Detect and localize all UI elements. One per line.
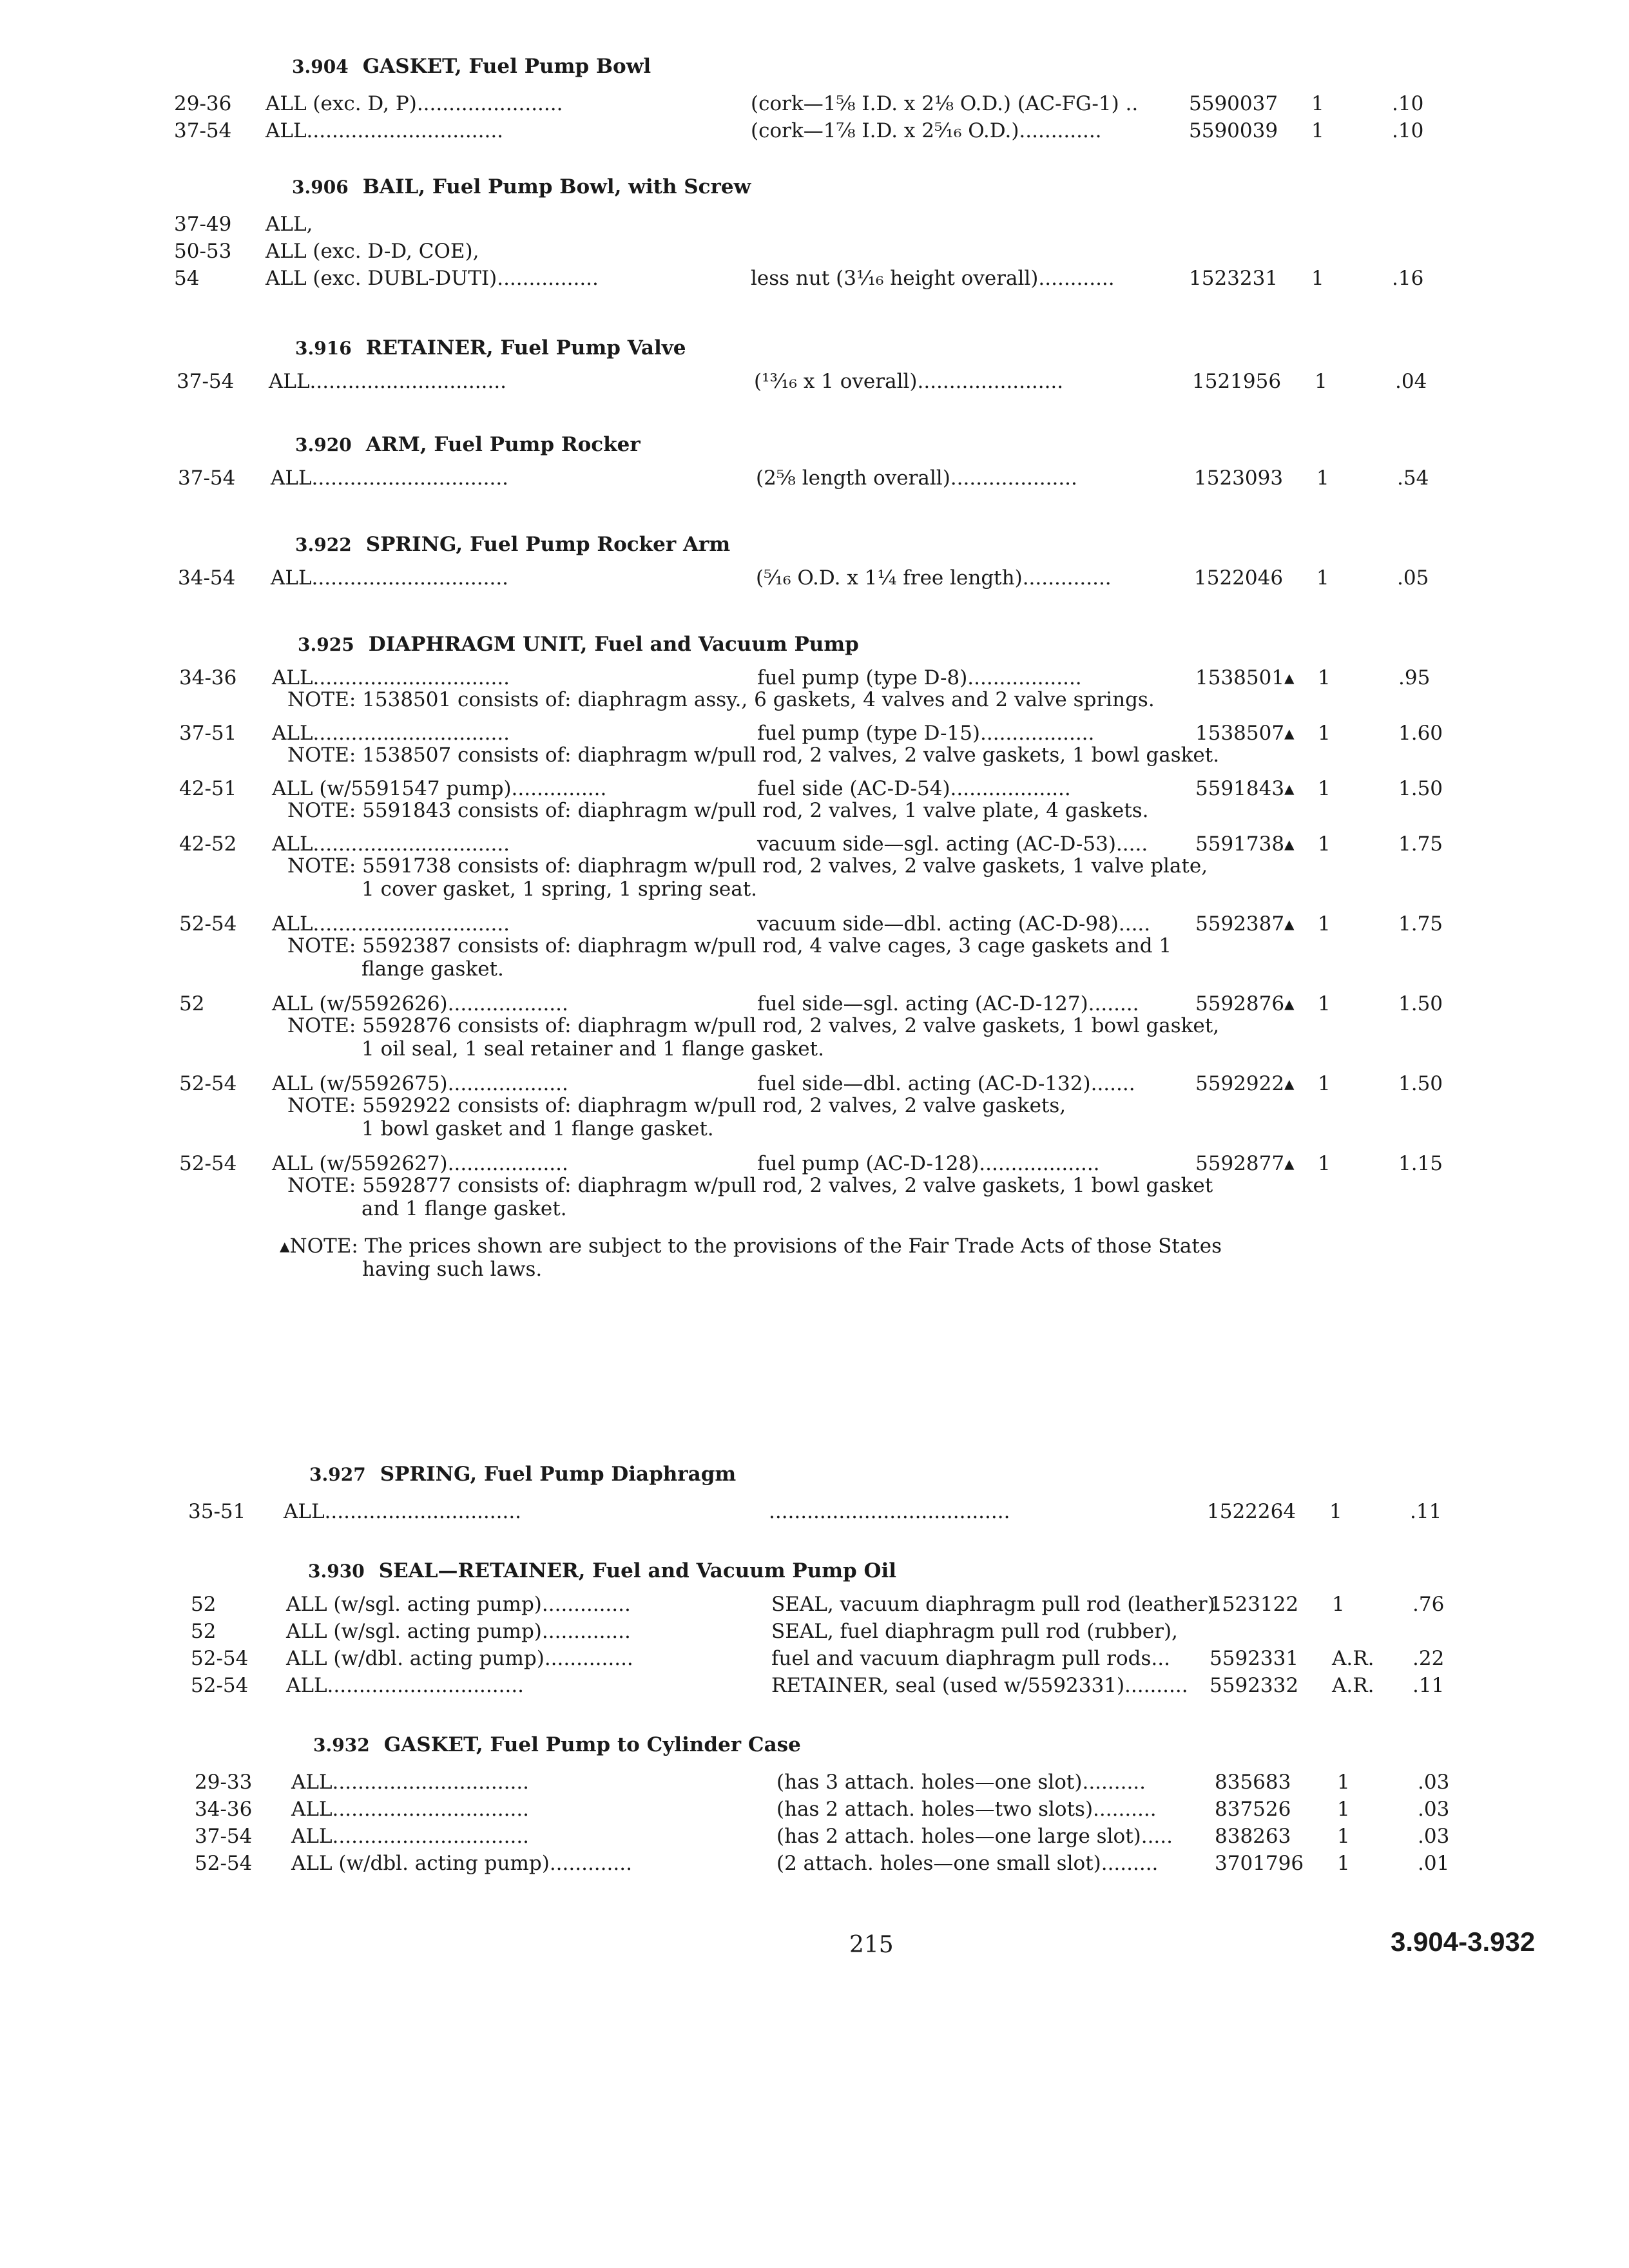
model-years: 37-51 bbox=[179, 722, 237, 745]
price: .10 bbox=[1392, 92, 1424, 115]
part-number: 5590039 bbox=[1189, 119, 1278, 142]
model-years: 35-51 bbox=[188, 1500, 246, 1523]
table-row bbox=[0, 466, 1629, 495]
note-line: flange gasket. bbox=[361, 957, 504, 981]
quantity: 1 bbox=[1316, 466, 1329, 490]
part-number: 1523093 bbox=[1194, 466, 1284, 490]
model-applicability: ALL (exc. DUBL-DUTI)................ bbox=[265, 267, 599, 290]
model-years: 37-54 bbox=[174, 119, 232, 142]
section-heading bbox=[298, 633, 859, 656]
model-years: 52-54 bbox=[191, 1674, 249, 1697]
part-description: (has 3 attach. holes—one slot).......... bbox=[776, 1771, 1146, 1794]
fair-trade-footnote bbox=[280, 1235, 1222, 1281]
table-row bbox=[0, 267, 1629, 295]
quantity: 1 bbox=[1332, 1593, 1345, 1616]
part-number: 5592331 bbox=[1210, 1647, 1299, 1670]
section-number: 3.930 bbox=[308, 1561, 365, 1582]
model-applicability: ALL............................... bbox=[291, 1825, 530, 1848]
price: 1.75 bbox=[1398, 832, 1443, 856]
model-years: 34-36 bbox=[179, 666, 237, 689]
section-number: 3.922 bbox=[295, 534, 352, 555]
model-applicability: ALL............................... bbox=[271, 466, 509, 490]
price: 1.75 bbox=[1398, 912, 1443, 936]
part-description: (2⅝ length overall).................... bbox=[756, 466, 1077, 490]
part-description: less nut (3¹⁄₁₆ height overall)............ bbox=[751, 267, 1115, 290]
part-number: 5592876▴ bbox=[1195, 992, 1295, 1015]
quantity: 1 bbox=[1318, 1152, 1331, 1175]
table-row bbox=[0, 1674, 1629, 1702]
model-years: 52-54 bbox=[195, 1852, 253, 1875]
page-number: 215 bbox=[849, 1932, 894, 1958]
note-line: NOTE: 5592387 consists of: diaphragm w/pull rod, 4 valve cages, 3 cage gaskets and 1 bbox=[287, 934, 1172, 957]
section-number: 3.925 bbox=[298, 634, 354, 655]
section-heading bbox=[309, 1463, 736, 1486]
quantity: 1 bbox=[1318, 992, 1331, 1015]
part-description: (⁵⁄₁₆ O.D. x 1¼ free length).............. bbox=[756, 566, 1112, 590]
price: 1.60 bbox=[1398, 722, 1443, 745]
model-years: 37-49 bbox=[174, 213, 232, 236]
model-applicability: ALL (w/5591547 pump)............... bbox=[272, 777, 607, 800]
note-line: NOTE: 1538501 consists of: diaphragm assy., 6 gaskets, 4 valves and 2 valve springs. bbox=[287, 688, 1155, 711]
quantity: 1 bbox=[1318, 666, 1331, 689]
part-description: vacuum side—sgl. acting (AC-D-53)..... bbox=[757, 832, 1148, 856]
model-applicability: ALL............................... bbox=[291, 1771, 530, 1794]
table-row bbox=[0, 370, 1629, 398]
model-applicability: ALL............................... bbox=[272, 722, 510, 745]
part-description: (2 attach. holes—one small slot)......... bbox=[776, 1852, 1159, 1875]
model-applicability: ALL............................... bbox=[272, 832, 510, 856]
section-title: SPRING, Fuel Pump Diaphragm bbox=[380, 1463, 737, 1486]
quantity: 1 bbox=[1311, 267, 1324, 290]
part-note bbox=[287, 799, 1148, 822]
model-years: 52 bbox=[191, 1593, 217, 1616]
model-years: 52 bbox=[191, 1620, 217, 1643]
model-applicability: ALL............................... bbox=[284, 1500, 522, 1523]
price: .11 bbox=[1412, 1674, 1445, 1697]
model-years: 34-36 bbox=[195, 1798, 253, 1821]
model-applicability: ALL............................... bbox=[265, 119, 504, 142]
model-applicability: ALL (w/sgl. acting pump).............. bbox=[286, 1620, 631, 1643]
model-years: 29-33 bbox=[195, 1771, 253, 1794]
part-description: fuel pump (type D-8).................. bbox=[757, 666, 1082, 689]
part-note bbox=[287, 688, 1155, 711]
section-title: ARM, Fuel Pump Rocker bbox=[365, 433, 641, 456]
quantity: 1 bbox=[1318, 777, 1331, 800]
section-number: 3.927 bbox=[309, 1464, 366, 1485]
quantity: A.R. bbox=[1332, 1647, 1374, 1670]
section-number: 3.932 bbox=[313, 1735, 370, 1756]
part-number: 1538507▴ bbox=[1195, 722, 1295, 745]
section-title: RETAINER, Fuel Pump Valve bbox=[365, 336, 686, 360]
quantity: 1 bbox=[1329, 1500, 1342, 1523]
section-title: SPRING, Fuel Pump Rocker Arm bbox=[365, 533, 731, 556]
model-applicability: ALL (exc. D, P)....................... bbox=[265, 92, 563, 115]
model-applicability: ALL (w/5592627)................... bbox=[272, 1152, 568, 1175]
note-line: 1 oil seal, 1 seal retainer and 1 flange gasket. bbox=[361, 1037, 824, 1061]
quantity: 1 bbox=[1316, 566, 1329, 590]
price: .54 bbox=[1397, 466, 1429, 490]
section-number: 3.906 bbox=[292, 177, 349, 198]
section-heading bbox=[292, 55, 651, 78]
part-number: 5592877▴ bbox=[1195, 1152, 1295, 1175]
part-description: fuel and vacuum diaphragm pull rods... bbox=[771, 1647, 1170, 1670]
price: .03 bbox=[1418, 1825, 1450, 1848]
section-number: 3.904 bbox=[292, 56, 349, 77]
part-note bbox=[287, 1174, 1213, 1220]
price: .22 bbox=[1412, 1647, 1445, 1670]
part-number: 1523122 bbox=[1210, 1593, 1299, 1616]
model-applicability: ALL, bbox=[265, 213, 313, 236]
model-years: 34-54 bbox=[178, 566, 236, 590]
price: .76 bbox=[1412, 1593, 1445, 1616]
quantity: 1 bbox=[1315, 370, 1327, 393]
model-years: 52-54 bbox=[179, 1152, 237, 1175]
table-row bbox=[0, 566, 1629, 595]
quantity: A.R. bbox=[1332, 1674, 1374, 1697]
model-years: 52-54 bbox=[179, 912, 237, 936]
table-row bbox=[0, 1798, 1629, 1826]
price: 1.50 bbox=[1398, 1072, 1443, 1095]
price: 1.50 bbox=[1398, 777, 1443, 800]
table-row bbox=[0, 1825, 1629, 1853]
note-line: NOTE: 5592876 consists of: diaphragm w/pull rod, 2 valves, 2 valve gaskets, 1 bowl gasket, bbox=[287, 1014, 1220, 1037]
part-number: 1538501▴ bbox=[1195, 666, 1295, 689]
model-applicability: ALL............................... bbox=[271, 566, 509, 590]
part-description: (cork—1⅝ I.D. x 2⅛ O.D.) (AC-FG-1) .. bbox=[751, 92, 1139, 115]
part-number: 5592332 bbox=[1210, 1674, 1299, 1697]
quantity: 1 bbox=[1318, 832, 1331, 856]
part-description: SEAL, fuel diaphragm pull rod (rubber), bbox=[771, 1620, 1178, 1643]
part-number: 5592387▴ bbox=[1195, 912, 1295, 936]
table-row bbox=[0, 213, 1629, 241]
model-years: 54 bbox=[174, 267, 200, 290]
price: .01 bbox=[1418, 1852, 1450, 1875]
quantity: 1 bbox=[1311, 119, 1324, 142]
model-applicability: ALL (exc. D-D, COE), bbox=[265, 240, 479, 263]
table-row bbox=[0, 92, 1629, 120]
part-description: (has 2 attach. holes—two slots).......... bbox=[776, 1798, 1157, 1821]
price: .10 bbox=[1392, 119, 1424, 142]
part-note bbox=[287, 934, 1171, 981]
section-title: GASKET, Fuel Pump to Cylinder Case bbox=[383, 1733, 801, 1756]
model-applicability: ALL............................... bbox=[269, 370, 507, 393]
model-years: 42-51 bbox=[179, 777, 237, 800]
section-heading bbox=[313, 1733, 801, 1756]
note-line: 1 bowl gasket and 1 flange gasket. bbox=[361, 1117, 714, 1140]
part-description: fuel side—sgl. acting (AC-D-127)........ bbox=[757, 992, 1139, 1015]
model-applicability: ALL (w/sgl. acting pump).............. bbox=[286, 1593, 631, 1616]
part-description: (cork—1⅞ I.D. x 2⁵⁄₁₆ O.D.)............. bbox=[751, 119, 1102, 142]
quantity: 1 bbox=[1337, 1825, 1350, 1848]
section-heading bbox=[295, 533, 730, 556]
model-applicability: ALL (w/5592626)................... bbox=[272, 992, 568, 1015]
section-title: DIAPHRAGM UNIT, Fuel and Vacuum Pump bbox=[368, 633, 859, 656]
section-heading bbox=[295, 336, 686, 360]
model-years: 37-54 bbox=[195, 1825, 253, 1848]
price: .04 bbox=[1395, 370, 1427, 393]
part-description: fuel side—dbl. acting (AC-D-132)....... bbox=[757, 1072, 1135, 1095]
part-description: fuel side (AC-D-54)................... bbox=[757, 777, 1071, 800]
table-row bbox=[0, 119, 1629, 148]
table-row bbox=[0, 1647, 1629, 1675]
section-number: 3.920 bbox=[295, 434, 352, 456]
model-years: 37-54 bbox=[178, 466, 236, 490]
note-line: NOTE: 5591843 consists of: diaphragm w/pull rod, 2 valves, 1 valve plate, 4 gaskets. bbox=[287, 799, 1149, 822]
part-description: vacuum side—dbl. acting (AC-D-98)..... bbox=[757, 912, 1151, 936]
price: .05 bbox=[1397, 566, 1429, 590]
note-line: 1 cover gasket, 1 spring, 1 spring seat. bbox=[361, 878, 758, 901]
part-number: 1523231 bbox=[1189, 267, 1278, 290]
model-applicability: ALL............................... bbox=[286, 1674, 525, 1697]
table-row bbox=[0, 1771, 1629, 1799]
part-note bbox=[287, 1094, 1066, 1140]
note-line: NOTE: 1538507 consists of: diaphragm w/pull rod, 2 valves, 2 valve gaskets, 1 bowl gasket. bbox=[287, 744, 1220, 767]
section-number: 3.916 bbox=[295, 338, 352, 359]
page-range: 3.904-3.932 bbox=[1391, 1927, 1536, 1957]
note-line: ▴NOTE: The prices shown are subject to the provisions of the Fair Trade Acts of those States bbox=[280, 1235, 1222, 1258]
part-number: 838263 bbox=[1215, 1825, 1291, 1848]
price: .03 bbox=[1418, 1771, 1450, 1794]
table-row bbox=[0, 1852, 1629, 1880]
section-heading bbox=[308, 1559, 896, 1582]
section-title: GASKET, Fuel Pump Bowl bbox=[362, 55, 651, 78]
model-years: 50-53 bbox=[174, 240, 232, 263]
part-description: (¹³⁄₁₆ x 1 overall)....................... bbox=[754, 370, 1064, 393]
part-note bbox=[287, 1014, 1219, 1061]
model-years: 42-52 bbox=[179, 832, 237, 856]
price: .03 bbox=[1418, 1798, 1450, 1821]
note-line: and 1 flange gasket. bbox=[361, 1197, 567, 1220]
price: 1.15 bbox=[1398, 1152, 1443, 1175]
model-years: 52-54 bbox=[191, 1647, 249, 1670]
part-number: 1522046 bbox=[1194, 566, 1284, 590]
table-row bbox=[0, 240, 1629, 268]
part-note bbox=[287, 854, 1208, 901]
part-number: 1522264 bbox=[1207, 1500, 1296, 1523]
price: 1.50 bbox=[1398, 992, 1443, 1015]
price: .95 bbox=[1398, 666, 1431, 689]
model-years: 52-54 bbox=[179, 1072, 237, 1095]
quantity: 1 bbox=[1337, 1852, 1350, 1875]
quantity: 1 bbox=[1311, 92, 1324, 115]
part-number: 835683 bbox=[1215, 1771, 1291, 1794]
part-description: SEAL, vacuum diaphragm pull rod (leather).. bbox=[771, 1593, 1228, 1616]
section-title: SEAL—RETAINER, Fuel and Vacuum Pump Oil bbox=[378, 1559, 897, 1582]
section-heading bbox=[292, 175, 751, 198]
part-description: fuel pump (type D-15).................. bbox=[757, 722, 1095, 745]
model-applicability: ALL............................... bbox=[272, 912, 510, 936]
model-years: 37-54 bbox=[177, 370, 235, 393]
part-number: 1521956 bbox=[1192, 370, 1282, 393]
part-description: ...................................... bbox=[769, 1500, 1010, 1523]
quantity: 1 bbox=[1337, 1798, 1350, 1821]
note-line: NOTE: 5591738 consists of: diaphragm w/pull rod, 2 valves, 2 valve gaskets, 1 valve plate, bbox=[287, 854, 1208, 878]
model-applicability: ALL............................... bbox=[272, 666, 510, 689]
table-row bbox=[0, 1500, 1629, 1528]
part-number: 5590037 bbox=[1189, 92, 1278, 115]
quantity: 1 bbox=[1318, 722, 1331, 745]
model-applicability: ALL............................... bbox=[291, 1798, 530, 1821]
part-description: RETAINER, seal (used w/5592331).......... bbox=[771, 1674, 1188, 1697]
part-description: fuel pump (AC-D-128)................... bbox=[757, 1152, 1100, 1175]
model-applicability: ALL (w/5592675)................... bbox=[272, 1072, 568, 1095]
part-description: (has 2 attach. holes—one large slot)..... bbox=[776, 1825, 1173, 1848]
model-years: 29-36 bbox=[174, 92, 232, 115]
price: .11 bbox=[1410, 1500, 1442, 1523]
part-number: 5591843▴ bbox=[1195, 777, 1295, 800]
note-line: NOTE: 5592877 consists of: diaphragm w/pull rod, 2 valves, 2 valve gaskets, 1 bowl gasket bbox=[287, 1174, 1213, 1197]
table-row bbox=[0, 1620, 1629, 1648]
quantity: 1 bbox=[1337, 1771, 1350, 1794]
model-applicability: ALL (w/dbl. acting pump)............. bbox=[291, 1852, 632, 1875]
price: .16 bbox=[1392, 267, 1424, 290]
note-line: NOTE: 5592922 consists of: diaphragm w/pull rod, 2 valves, 2 valve gaskets, bbox=[287, 1094, 1066, 1117]
part-number: 5591738▴ bbox=[1195, 832, 1295, 856]
section-title: BAIL, Fuel Pump Bowl, with Screw bbox=[362, 175, 751, 198]
note-line: having such laws. bbox=[362, 1258, 543, 1281]
model-years: 52 bbox=[179, 992, 205, 1015]
table-row bbox=[0, 1593, 1629, 1621]
quantity: 1 bbox=[1318, 912, 1331, 936]
part-number: 3701796 bbox=[1215, 1852, 1304, 1875]
section-heading bbox=[295, 433, 641, 456]
quantity: 1 bbox=[1318, 1072, 1331, 1095]
part-number: 837526 bbox=[1215, 1798, 1291, 1821]
model-applicability: ALL (w/dbl. acting pump).............. bbox=[286, 1647, 633, 1670]
part-number: 5592922▴ bbox=[1195, 1072, 1295, 1095]
part-note bbox=[287, 744, 1219, 767]
